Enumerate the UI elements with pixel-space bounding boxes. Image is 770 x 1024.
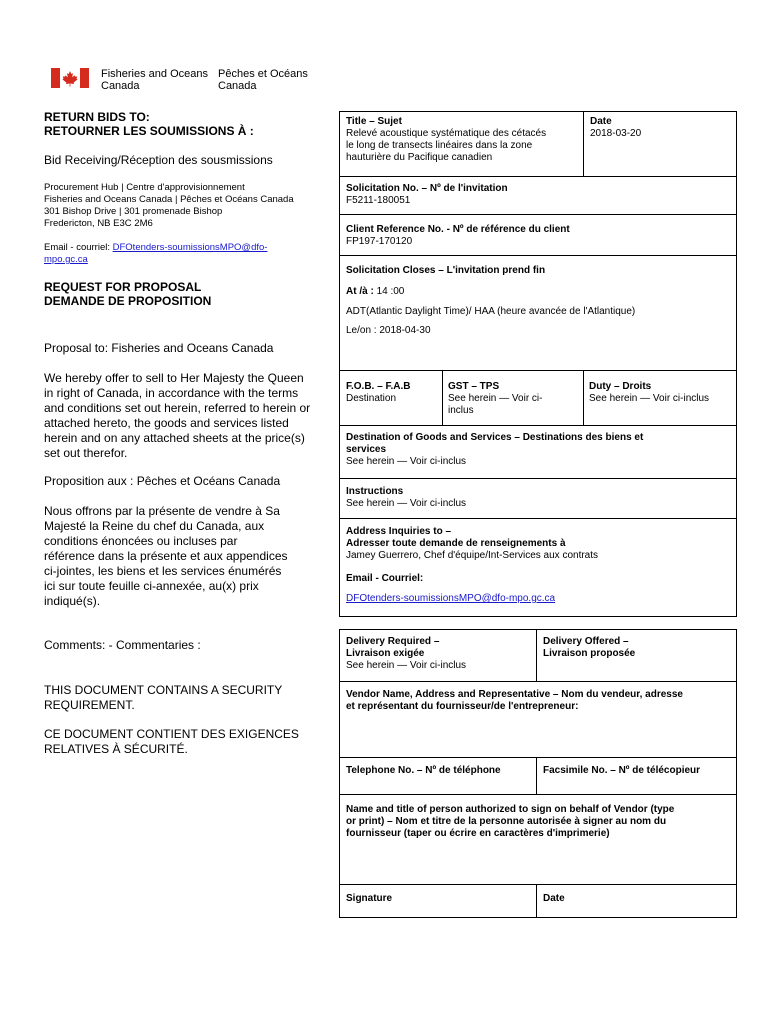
dept-name-fr	[218, 68, 308, 92]
signature-date-cell[interactable]	[543, 893, 565, 905]
signature-label: Signature	[346, 893, 393, 904]
delivery-off-label: Delivery Offered –	[543, 636, 629, 647]
security-en	[44, 683, 282, 713]
comments-label: Comments: - Commentaries :	[44, 638, 201, 652]
client-ref-value: FP197-170120	[346, 236, 413, 247]
proposal-to: Proposal to: Fisheries and Oceans Canada	[44, 341, 274, 355]
gst-value: See herein — Voir ci-	[448, 393, 543, 404]
closes-label	[346, 265, 545, 277]
title-cell	[346, 116, 578, 164]
telephone-cell[interactable]	[346, 765, 501, 777]
instructions-value: See herein — Voir ci-inclus	[346, 498, 467, 509]
return-bids-en: RETURN BIDS TO:	[44, 110, 150, 124]
delivery-off-label: Livraison proposée	[543, 648, 636, 659]
contact-email-link[interactable]: DFOtenders-soumissionsMPO@dfo-mpo.gc.ca	[346, 593, 556, 604]
offer-en-line: herein and on any attached sheets at the price(s)	[44, 431, 305, 445]
address-inq-label: Adresser toute demande de renseignements à	[346, 538, 566, 549]
email-cell	[346, 573, 423, 585]
address-line: Fredericton, NB E3C 2M6	[44, 218, 153, 229]
authorized-label: or print) – Nom et titre de la personne autorisée à signer au nom du	[346, 816, 667, 827]
offer-fr-line: conditions énoncées ou incluses par	[44, 534, 238, 548]
email-link[interactable]: DFOtenders-soumissionsMPO@dfo-	[112, 242, 268, 253]
return-address	[44, 182, 294, 230]
dept-fr-line2: Canada	[218, 80, 257, 92]
security-en-line: THIS DOCUMENT CONTAINS A SECURITY	[44, 683, 283, 697]
gst-label: GST – TPS	[448, 381, 500, 392]
offer-fr-line: référence dans la présente et aux appendices	[44, 549, 288, 563]
return-bids-fr: RETOURNER LES SOUMISSIONS À :	[44, 124, 254, 138]
duty-cell	[589, 381, 709, 405]
destination-cell	[346, 432, 731, 468]
solicitation-cell	[346, 183, 508, 207]
email-link-right[interactable]	[346, 593, 555, 605]
at-value: 14 :00	[376, 286, 405, 297]
title-value: hauturière du Pacifique canadien	[346, 152, 493, 163]
offer-en	[44, 371, 310, 461]
delivery-req-value: See herein — Voir ci-inclus	[346, 660, 467, 671]
delivery-required-cell	[346, 636, 466, 672]
offer-fr-line: Majesté la Reine du chef du Canada, aux	[44, 519, 265, 533]
fob-label: F.O.B. – F.A.B	[346, 381, 411, 392]
fax-label: Facsimile No. – Nº de télécopieur	[543, 765, 701, 776]
security-en-line: REQUIREMENT.	[44, 698, 135, 712]
delivery-offered-cell[interactable]	[543, 636, 635, 660]
offer-fr	[44, 504, 288, 609]
security-fr	[44, 727, 299, 757]
dept-en-line2: Canada	[101, 80, 140, 92]
dept-en-line1: Fisheries and Oceans	[101, 68, 208, 80]
date-cell	[590, 116, 641, 140]
address-inquiries-cell	[346, 526, 598, 562]
vendor-label: Vendor Name, Address and Representative – Nom du vendeur, adresse	[346, 689, 683, 700]
address-inq-label: Address Inquiries to –	[346, 526, 452, 537]
offer-fr-line: Nous offrons par la présente de vendre à Sa	[44, 504, 280, 518]
address-inq-value: Jamey Guerrero, Chef d'équipe/Int-Services aux contrats	[346, 550, 599, 561]
solicitation-label: Solicitation No. – Nº de l'invitation	[346, 183, 508, 194]
security-fr-line: RELATIVES À SÉCURITÉ.	[44, 742, 188, 756]
gst-value: inclus	[448, 405, 474, 416]
authorized-label: fournisseur (taper ou écrire en caractères d'imprimerie)	[346, 828, 610, 839]
vendor-name-cell[interactable]	[346, 689, 734, 713]
instructions-label: Instructions	[346, 486, 404, 497]
vendor-label: et représentant du fournisseur/de l'entrepreneur:	[346, 701, 579, 712]
closes-time	[346, 286, 404, 298]
signature-cell[interactable]	[346, 893, 392, 905]
return-bids-heading	[44, 110, 254, 138]
offer-en-line: We hereby offer to sell to Her Majesty the Queen	[44, 371, 304, 385]
address-line: Fisheries and Oceans Canada | Pêches et Océans Canada	[44, 194, 294, 205]
destination-value: See herein — Voir ci-inclus	[346, 456, 467, 467]
fob-value: Destination	[346, 393, 397, 404]
address-line: 301 Bishop Drive | 301 promenade Bishop	[44, 206, 223, 217]
telephone-label: Telephone No. – Nº de téléphone	[346, 765, 501, 776]
destination-label: Destination of Goods and Services – Destinations des biens et	[346, 432, 644, 443]
email-link-cont[interactable]: mpo.gc.ca	[44, 254, 88, 265]
duty-label: Duty – Droits	[589, 381, 652, 392]
bid-receiving: Bid Receiving/Réception des sousmissions	[44, 153, 273, 167]
security-fr-line: CE DOCUMENT CONTIENT DES EXIGENCES	[44, 727, 299, 741]
authorized-person-cell[interactable]	[346, 804, 734, 840]
closes-label-text: Solicitation Closes – L'invitation prend fin	[346, 265, 546, 276]
email-label: Email - courriel:	[44, 242, 113, 253]
dept-name-en	[101, 68, 208, 92]
client-ref-label: Client Reference No. - Nº de référence du client	[346, 224, 570, 235]
authorized-label: Name and title of person authorized to sign on behalf of Vendor (type	[346, 804, 675, 815]
offer-fr-line: ci-jointes, les biens et les services énumérés	[44, 564, 282, 578]
title-value: Relevé acoustique systématique des cétacés	[346, 128, 547, 139]
rfp-heading	[44, 280, 211, 308]
offer-fr-line: indiqué(s).	[44, 594, 101, 608]
offer-en-line: in right of Canada, in accordance with the terms	[44, 386, 299, 400]
offer-en-line: and conditions set out herein, referred to herein or	[44, 401, 311, 415]
rfp-fr: DEMANDE DE PROPOSITION	[44, 294, 212, 308]
offer-fr-line: ici sur toute feuille ci-annexée, au(x) prix	[44, 579, 259, 593]
date-value: 2018-03-20	[590, 128, 642, 139]
rfp-en: REQUEST FOR PROPOSAL	[44, 280, 202, 294]
delivery-req-label: Livraison exigée	[346, 648, 425, 659]
title-value: le long de transects linéaires dans la zone	[346, 140, 533, 151]
canada-flag-icon	[51, 68, 89, 88]
delivery-req-label: Delivery Required –	[346, 636, 440, 647]
client-ref-cell	[346, 224, 570, 248]
instructions-cell	[346, 486, 466, 510]
proposition-aux: Proposition aux : Pêches et Océans Canada	[44, 474, 281, 488]
title-label: Title – Sujet	[346, 116, 402, 127]
fax-cell[interactable]	[543, 765, 700, 777]
duty-value: See herein — Voir ci-inclus	[589, 393, 710, 404]
address-line: Procurement Hub | Centre d'approvisionnement	[44, 182, 245, 193]
timezone: ADT(Atlantic Daylight Time)/ HAA (heure avancée de l'Atlantique)	[346, 306, 636, 317]
email-label-right: Email - Courriel:	[346, 573, 424, 584]
at-label: At /à :	[346, 286, 377, 297]
closes-date: Le/on : 2018-04-30	[346, 325, 431, 336]
signature-date-label: Date	[543, 893, 565, 904]
dept-fr-line1: Pêches et Océans	[218, 68, 308, 80]
offer-en-line: set out therefor.	[44, 446, 128, 460]
solicitation-value: F5211-180051	[346, 195, 411, 206]
offer-en-line: attached hereto, the goods and services listed	[44, 416, 289, 430]
fob-cell	[346, 381, 410, 405]
return-email	[44, 242, 267, 266]
destination-label: services	[346, 444, 387, 455]
gst-cell	[448, 381, 543, 417]
date-label: Date	[590, 116, 612, 127]
